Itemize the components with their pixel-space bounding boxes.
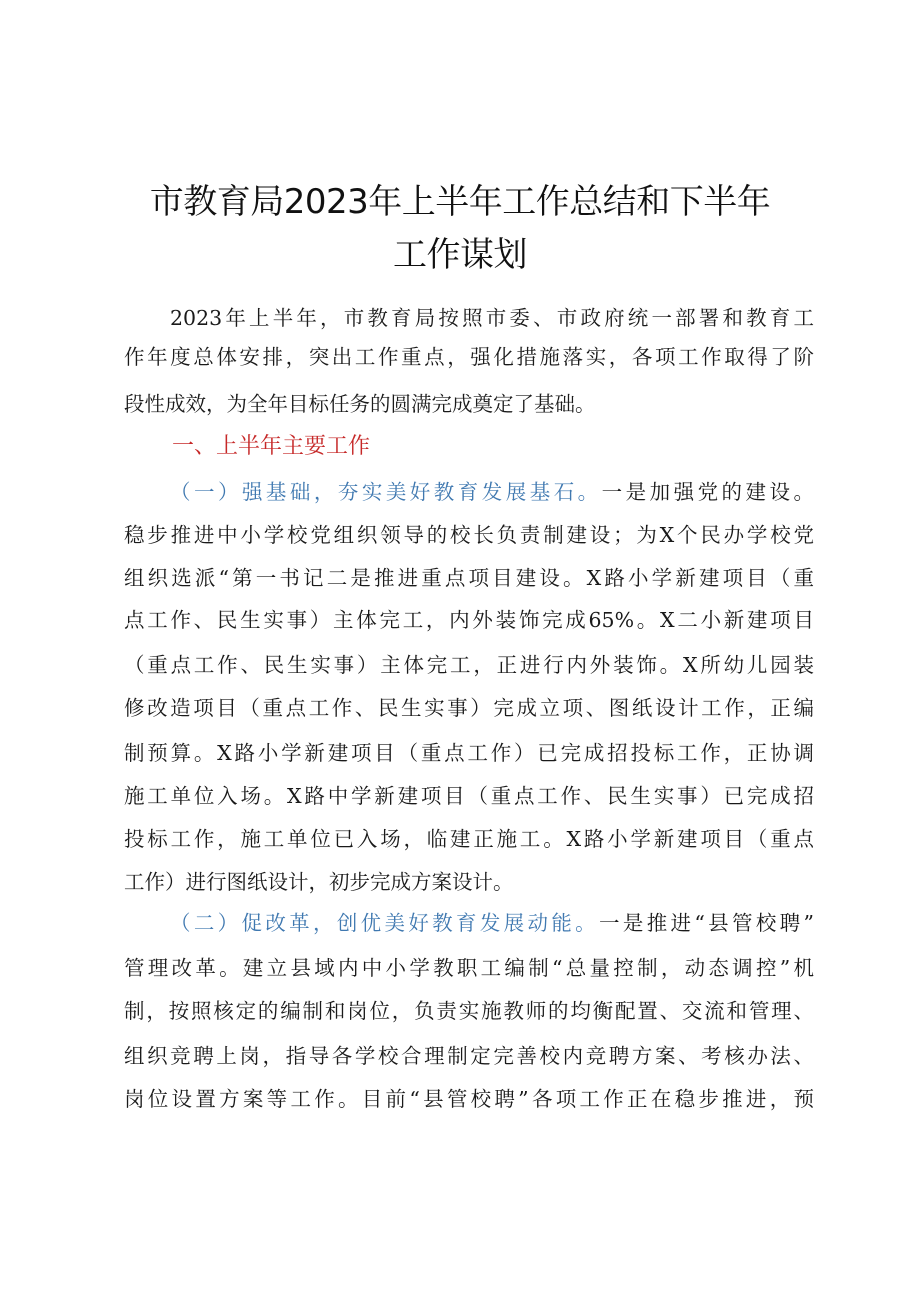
sub1-line-9: 工作）进行图纸设计，初步完成方案设计。	[124, 870, 514, 894]
sub1-line-2: 组织选派“第一书记二是推进重点项目建设。X路小学新建项目（重	[124, 566, 814, 590]
sub1-line-4: （重点工作、民生实事）主体完工，正进行内外装饰。X所幼儿园装	[124, 653, 814, 677]
sub2-first-line	[170, 908, 814, 938]
intro-line-3: 段性成效，为全年目标任务的圆满完成奠定了基础。	[124, 392, 596, 416]
sub1-line-3: 点工作、民生实事）主体完工，内外装饰完成65%。X二小新建项目	[124, 608, 814, 632]
document-title-line-1: 市教育局2023年上半年工作总结和下半年	[149, 182, 771, 222]
sub1-line-6: 制预算。X路小学新建项目（重点工作）已完成招投标工作，正协调	[124, 741, 814, 765]
sub2-line-1: 管理改革。建立县域内中小学教职工编制“总量控制，动态调控”机	[124, 956, 814, 980]
sub1-first-line-rest: 一是加强党的建设。	[601, 480, 814, 504]
sub1-line-7: 施工单位入场。X路中学新建项目（重点工作、民生实事）已完成招	[124, 784, 814, 808]
sub1-first-line	[170, 477, 814, 507]
sub2-line-4: 岗位设置方案等工作。目前“县管校聘”各项工作正在稳步推进，预	[124, 1087, 814, 1111]
intro-line-1: 2023年上半年，市教育局按照市委、市政府统一部署和教育工	[170, 306, 814, 330]
sub2-line-3: 组织竞聘上岗，指导各学校合理制定完善校内竞聘方案、考核办法、	[124, 1044, 814, 1068]
document-title-line-2: 工作谋划	[393, 235, 527, 275]
sub1-heading: （一）强基础，夯实美好教育发展基石。	[170, 480, 602, 504]
intro-line-2: 作年度总体安排，突出工作重点，强化措施落实，各项工作取得了阶	[124, 345, 814, 369]
sub1-line-5: 修改造项目（重点工作、民生实事）完成立项、图纸设计工作，正编	[124, 696, 814, 720]
sub2-heading: （二）促改革，创优美好教育发展动能。	[170, 911, 600, 935]
sub1-line-8: 投标工作，施工单位已入场，临建正施工。X路小学新建项目（重点	[124, 827, 814, 851]
section-heading-first-half-work: 一、上半年主要工作	[172, 434, 371, 459]
sub2-line-2: 制，按照核定的编制和岗位，负责实施教师的均衡配置、交流和管理、	[124, 999, 814, 1023]
sub1-line-1: 稳步推进中小学校党组织领导的校长负责制建设；为X个民办学校党	[124, 523, 814, 547]
sub2-first-line-rest: 一是推进“县管校聘”	[599, 911, 814, 935]
